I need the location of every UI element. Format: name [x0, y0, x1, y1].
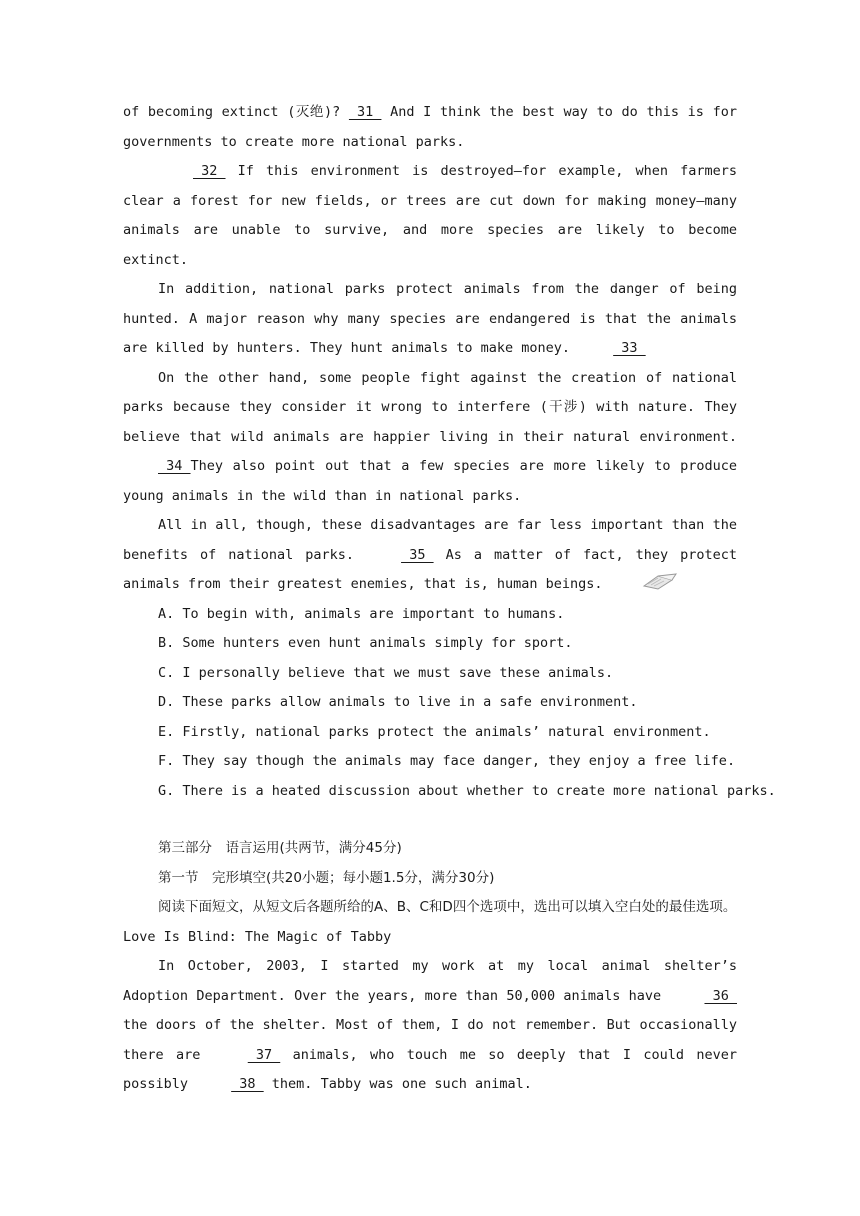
blank-32: 32	[193, 163, 226, 179]
text: In October, 2003, I started my work at my local animal shelter’s Adoption Department. Over the years, more than 50,000 animals have	[123, 958, 737, 1004]
text: On the other hand, some people fight against the creation of national parks because they consider it wrong to interfere (干涉) with nature. They believe that wild animals are happier living in their natural environment.	[123, 369, 737, 445]
option-g: G. There is a heated discussion about whether to create more national parks.	[158, 782, 776, 799]
text: They also point out that a few species are more likely to produce young animals in the wild than in national parks.	[123, 458, 737, 504]
text: As a matter of fact, they protect animals from their greatest enemies, that is, human beings.	[123, 546, 738, 592]
passage-paragraph-5	[123, 511, 737, 600]
blank-35: 35	[401, 546, 434, 563]
passage-paragraph-2	[123, 157, 737, 275]
blank-31: 31	[348, 104, 382, 120]
text: If this environment is destroyed—for example, when farmers clear a forest for new fields, or trees are cut down for making money—many animals are unable to survive, and more species are likely to become extinct.	[123, 163, 737, 268]
option-a: A. To begin with, animals are important to humans.	[158, 605, 565, 622]
passage-paragraph-3	[123, 275, 737, 364]
story-paragraph-1	[123, 952, 737, 1100]
story-title: Love Is Blind: The Magic of Tabby	[123, 928, 392, 945]
option-f: F. They say though the animals may face danger, they enjoy a free life.	[158, 753, 736, 769]
passage-paragraph-1	[123, 98, 737, 157]
section-3-heading: 第三部分 语言运用(共两节，满分45分)	[158, 840, 402, 856]
section-gap	[123, 806, 737, 834]
text: of becoming extinct (灭绝)?	[123, 104, 349, 120]
option-e: E. Firstly, national parks protect the animals’ natural environment.	[158, 723, 711, 740]
section-3-instructions: 阅读下面短文，从短文后各题所给的A、B、C和D四个选项中，选出可以填入空白处的最佳选项。	[158, 899, 737, 915]
section-3-subheading: 第一节 完形填空(共20小题；每小题1.5分，满分30分)	[158, 869, 495, 886]
text: In addition, national parks protect animals from the danger of being hunted. A major reason why many species are endangered is that the animals are killed by hunters. They hunt animals to make money.	[123, 281, 737, 356]
text: them. Tabby was one such animal.	[263, 1076, 532, 1092]
blank-33: 33	[613, 340, 646, 356]
text: the doors of the shelter. Most of them, I do not remember. But occasionally there are	[123, 1017, 737, 1063]
blank-38: 38	[231, 1076, 264, 1092]
blank-37: 37	[247, 1046, 281, 1063]
text: And I think the best way to do this is for governments to create more national parks.	[123, 104, 737, 150]
book-icon	[607, 572, 643, 590]
blank-34: 34	[158, 458, 191, 474]
blank-36: 36	[704, 987, 737, 1004]
option-b: B. Some hunters even hunt animals simply for sport.	[158, 635, 573, 651]
passage-paragraph-4	[123, 364, 737, 512]
document-page	[123, 98, 776, 1100]
option-c: C. I personally believe that we must save these animals.	[158, 664, 614, 681]
option-d: D. These parks allow animals to live in a safe environment.	[158, 694, 638, 710]
text: animals, who touch me so deeply that I could never possibly	[123, 1046, 738, 1092]
text: All in all, though, these disadvantages are far less important than the benefits of national parks.	[123, 517, 737, 563]
